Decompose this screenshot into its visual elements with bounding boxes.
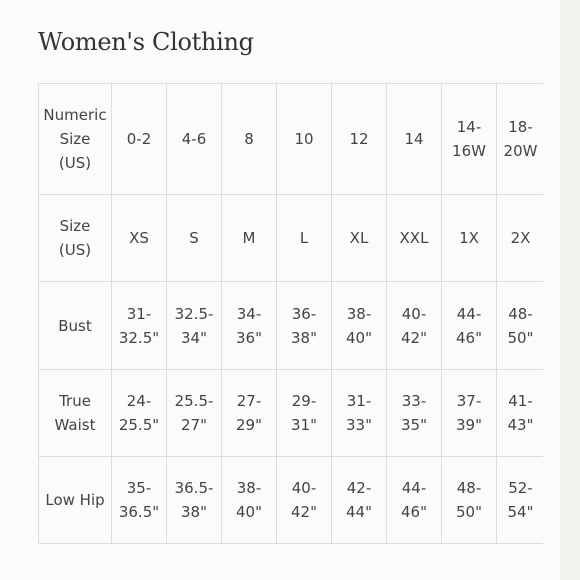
table-cell: 37- 39" (442, 370, 497, 457)
table-cell: 40- 42" (277, 457, 332, 544)
table-cell: 1X (442, 195, 497, 282)
table-cell: 31- 32.5" (112, 282, 167, 370)
table-cell: 31- 33" (332, 370, 387, 457)
table-cell: 4-6 (167, 84, 222, 195)
table-cell: 33- 35" (387, 370, 442, 457)
table-cell: 48- 50" (497, 282, 544, 370)
table-row-letter-size (39, 195, 544, 282)
table-cell: XL (332, 195, 387, 282)
table-cell: 41- 43" (497, 370, 544, 457)
table-cell: 8 (222, 84, 277, 195)
table-cell: 29- 31" (277, 370, 332, 457)
size-table-container (38, 83, 543, 545)
table-cell: 25.5- 27" (167, 370, 222, 457)
table-cell: 2X (497, 195, 544, 282)
table-cell: 10 (277, 84, 332, 195)
table-cell: 44- 46" (387, 457, 442, 544)
table-cell: XS (112, 195, 167, 282)
table-cell: 48- 50" (442, 457, 497, 544)
row-label-letter-size: Size (US) (39, 195, 112, 282)
size-table (38, 83, 543, 544)
table-cell: 18- 20W (497, 84, 544, 195)
table-cell: XXL (387, 195, 442, 282)
table-cell: 14- 16W (442, 84, 497, 195)
table-cell: 42- 44" (332, 457, 387, 544)
row-label-numeric-size: Numeric Size (US) (39, 84, 112, 195)
table-cell: 34- 36" (222, 282, 277, 370)
table-cell: 27- 29" (222, 370, 277, 457)
page-edge (560, 0, 580, 580)
table-cell: 38- 40" (332, 282, 387, 370)
row-label-true-waist: True Waist (39, 370, 112, 457)
table-cell: S (167, 195, 222, 282)
table-cell: 12 (332, 84, 387, 195)
row-label-bust: Bust (39, 282, 112, 370)
page-title: Women's Clothing (38, 28, 254, 56)
table-row-true-waist (39, 370, 544, 457)
table-cell: 36.5- 38" (167, 457, 222, 544)
table-cell: 52- 54" (497, 457, 544, 544)
table-cell: 24- 25.5" (112, 370, 167, 457)
table-row-bust (39, 282, 544, 370)
row-label-low-hip: Low Hip (39, 457, 112, 544)
table-cell: 0-2 (112, 84, 167, 195)
table-cell: 14 (387, 84, 442, 195)
table-row-low-hip (39, 457, 544, 544)
table-cell: L (277, 195, 332, 282)
table-cell: 32.5- 34" (167, 282, 222, 370)
table-row-numeric-size (39, 84, 544, 195)
table-cell: 44- 46" (442, 282, 497, 370)
table-cell: 40- 42" (387, 282, 442, 370)
table-cell: M (222, 195, 277, 282)
table-cell: 38- 40" (222, 457, 277, 544)
table-cell: 36- 38" (277, 282, 332, 370)
table-cell: 35- 36.5" (112, 457, 167, 544)
